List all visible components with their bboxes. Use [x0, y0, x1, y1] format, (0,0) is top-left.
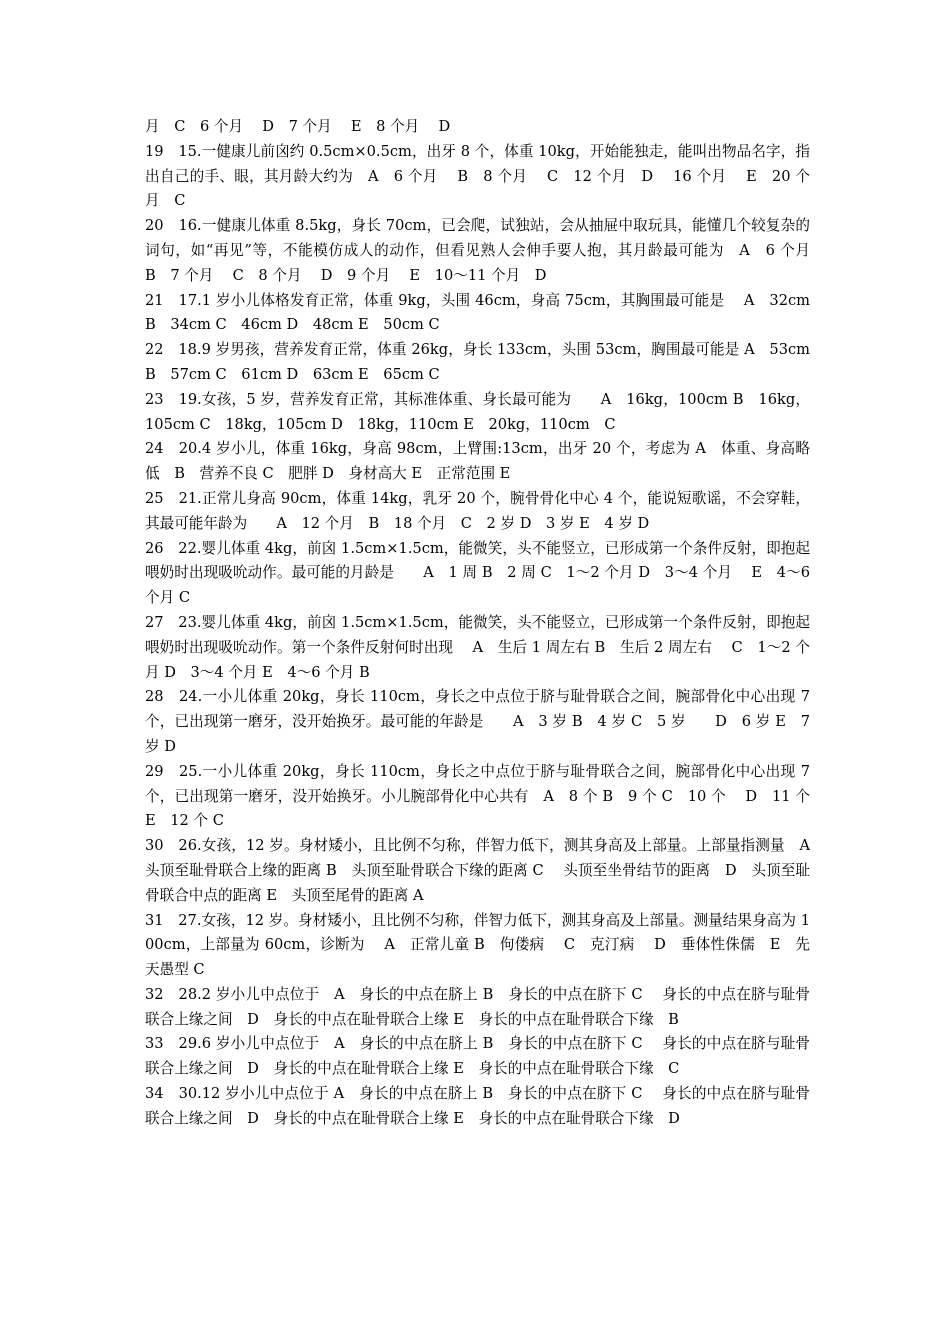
question-28: 28 24.一小儿体重 20kg，身长 110cm，身长之中点位于脐与耻骨联合之间，腕部骨化中心出现 7 个，已出现第一磨牙，没开始换牙。最可能的年龄是 A 3 岁 B 4 岁 C 5 岁 D 6 岁 E 7 岁 D [145, 688, 815, 755]
question-21: 21 17.1 岁小儿体格发育正常，体重 9kg，头围 46cm，身高 75cm，其胸围最可能是 A 32cm B 34cm C 46cm D 48cm E 50cm C [145, 291, 830, 334]
question-26: 26 22.婴儿体重 4kg，前囟 1.5cm×1.5cm，能微笑，头不能竖立，已形成第一个条件反射，即抱起喂奶时出现吸吮动作。最可能的月龄是 A 1 周 B 2 周 C 1～2 个月 D 3～4 个月 E 4～6 个月 C [145, 539, 815, 607]
question-23: 23 19.女孩，5 岁，营养发育正常，其标准体重、身长最可能为 A 16kg，100cm B 16kg，105cm C 18kg，105cm D 18kg，110cm E 20kg，110cm C [145, 390, 810, 433]
question-22: 22 18.9 岁男孩，营养发育正常，体重 26kg，身长 133cm，头围 53cm，胸围最可能是 A 53cm B 57cm C 61cm D 63cm E 65cm C [145, 341, 830, 383]
question-34: 34 30.12 岁小儿中点位于 A 身长的中点在脐上 B 身长的中点在脐下 C 身长的中点在脐与耻骨联合上缘之间 D 身长的中点在耻骨联合上缘 E 身长的中点在耻骨联合下缘 D [145, 1085, 810, 1127]
question-33: 33 29.6 岁小儿中点位于 A 身长的中点在脐上 B 身长的中点在脐下 C 身长的中点在脐与耻骨联合上缘之间 D 身长的中点在耻骨联合上缘 E 身长的中点在耻骨联合下缘 C [145, 1035, 810, 1078]
document-page [145, 115, 830, 1132]
question-19: 19 15.一健康儿前囟约 0.5cm×0.5cm，出牙 8 个，体重 10kg，开始能独走，能叫出物品名字，指出自己的手、眼，其月龄大约为 A 6 个月 B 8 个月 C 12 个月 D 16 个月 E 20 个月 C [145, 142, 810, 210]
question-31: 31 27.女孩，12 岁。身材矮小，且比例不匀称，伴智力低下，测其身高及上部量。测量结果身高为 100cm，上部量为 60cm，诊断为 A 正常儿童 B 佝偻病 C 克汀病 D 垂体性侏儒 E 先天愚型 C [145, 911, 810, 979]
question-continuation: 月 C 6 个月 D 7 个月 E 8 个月 D [145, 118, 451, 135]
question-29: 29 25.一小儿体重 20kg，身长 110cm，身长之中点位于脐与耻骨联合之间，腕部骨化中心出现 7 个，已出现第一磨牙，没开始换牙。小儿腕部骨化中心共有 A 8 个 B 9 个 C 10 个 D 11 个 E 12 个 C [145, 762, 815, 830]
question-30: 30 26.女孩，12 岁。身材矮小，且比例不匀称，伴智力低下，测其身高及上部量。上部量指测量 A 头顶至耻骨联合上缘的距离 B 头顶至耻骨联合下缘的距离 C 头顶至坐骨结节的距离 D 头顶至耻骨联合中点的距离 E 头顶至尾骨的距离 A [145, 837, 825, 904]
question-27: 27 23.婴儿体重 4kg，前囟 1.5cm×1.5cm，能微笑，头不能竖立，已形成第一个条件反射，即抱起喂奶时出现吸吮动作。第一个条件反射何时出现 A 生后 1 周左右 B 生后 2 周左右 C 1～2 个月 D 3～4 个月 E 4～6 个月 B [145, 613, 810, 681]
question-25: 25 21.正常儿身高 90cm，体重 14kg，乳牙 20 个，腕骨骨化中心 4 个，能说短歌谣，不会穿鞋，其最可能年龄为 A 12 个月 B 18 个月 C 2 岁 D 3 岁 E 4 岁 D [145, 489, 810, 532]
question-32: 32 28.2 岁小儿中点位于 A 身长的中点在脐上 B 身长的中点在脐下 C 身长的中点在脐与耻骨联合上缘之间 D 身长的中点在耻骨联合上缘 E 身长的中点在耻骨联合下缘 B [145, 985, 810, 1028]
question-20: 20 16.一健康儿体重 8.5kg，身长 70cm，已会爬，试独站，会从抽屉中取玩具，能懂几个较复杂的词句，如“再见”等，不能模仿成人的动作，但看见熟人会伸手要人抱，其月龄最可能为 A 6 个月 B 7 个月 C 8 个月 D 9 个月 E 10～11 个月 D [145, 217, 830, 284]
question-24: 24 20.4 岁小儿，体重 16kg，身高 98cm，上臂围:13cm，出牙 20 个，考虑为 A 体重、身高略低 B 营养不良 C 肥胖 D 身材高大 E 正常范围 E [145, 440, 810, 483]
